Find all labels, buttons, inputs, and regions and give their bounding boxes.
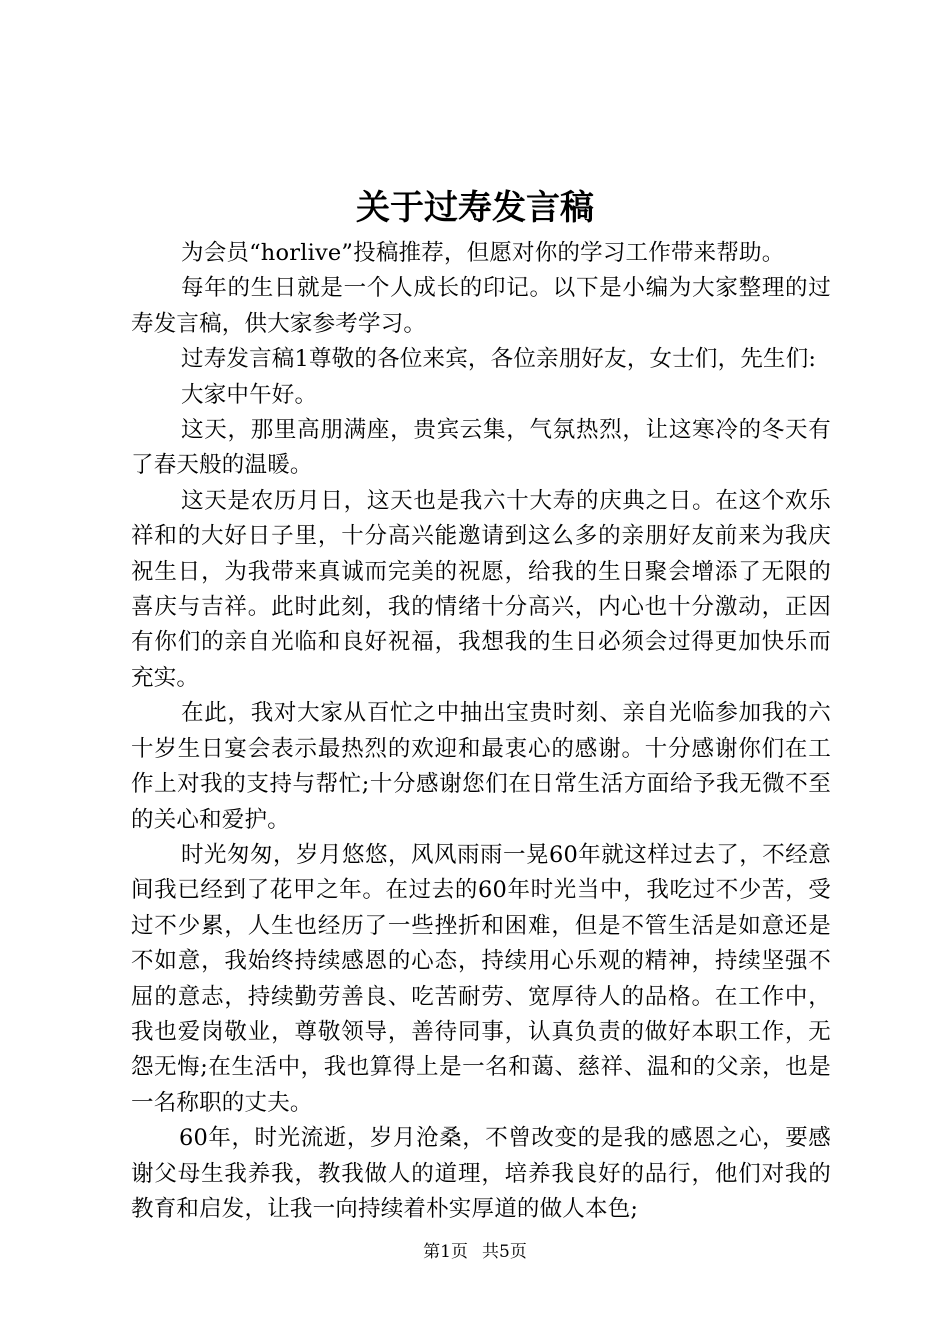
paragraph-1: 为会员“horlive”投稿推荐，但愿对你的学习工作带来帮助。 xyxy=(181,240,785,266)
page-number: 第1页 xyxy=(423,1242,468,1262)
page-total: 共5页 xyxy=(482,1242,527,1262)
paragraph-7: 在此，我对大家从百忙之中抽出宝贵时刻、亲自光临参加我的六十岁生日宴会表示最热烈的欢迎和最衷心的感谢。十分感谢你们在工作上对我的支持与帮忙;十分感谢您们在日常生活方面给予我无微不至的关心和爱护。 xyxy=(131,700,831,833)
page-footer xyxy=(0,1240,950,1264)
paragraph-8: 时光匆匆，岁月悠悠，风风雨雨一晃60年就这样过去了，不经意间我已经到了花甲之年。在过去的60年时光当中，我吃过不少苦，受过不少累，人生也经历了一些挫折和困难，但是不管生活是如意还是不如意，我始终持续感恩的心态，持续用心乐观的精神，持续坚强不屈的意志，持续勤劳善良、吃苦耐劳、宽厚待人的品格。在工作中，我也爱岗敬业，尊敬领导，善待同事，认真负责的做好本职工作，无怨无悔;在生活中，我也算得上是一名和蔼、慈祥、温和的父亲，也是一名称职的丈夫。 xyxy=(131,841,831,1116)
document-title: 关于过寿发言稿 xyxy=(356,188,594,228)
paragraph-5: 这天，那里高朋满座，贵宾云集，气氛热烈，让这寒冷的冬天有了春天般的温暖。 xyxy=(131,417,831,479)
paragraph-2: 每年的生日就是一个人成长的印记。以下是小编为大家整理的过寿发言稿，供大家参考学习。 xyxy=(131,275,831,337)
paragraph-9: 60年，时光流逝，岁月沧桑，不曾改变的是我的感恩之心，要感谢父母生我养我，教我做人的道理，培养我良好的品行，他们对我的教育和启发，让我一向持续着朴实厚道的做人本色; xyxy=(131,1125,831,1222)
document-body xyxy=(131,236,831,1227)
paragraph-3: 过寿发言稿1尊敬的各位来宾，各位亲朋好友，女士们，先生们: xyxy=(181,346,817,373)
paragraph-6: 这天是农历月日，这天也是我六十大寿的庆典之日。在这个欢乐祥和的大好日子里，十分高兴能邀请到这么多的亲朋好友前来为我庆祝生日，为我带来真诚而完美的祝愿，给我的生日聚会增添了无限的喜庆与吉祥。此时此刻，我的情绪十分高兴，内心也十分激动，正因有你们的亲自光临和良好祝福，我想我的生日必须会过得更加快乐而充实。 xyxy=(131,487,831,691)
paragraph-4: 大家中午好。 xyxy=(181,381,318,408)
